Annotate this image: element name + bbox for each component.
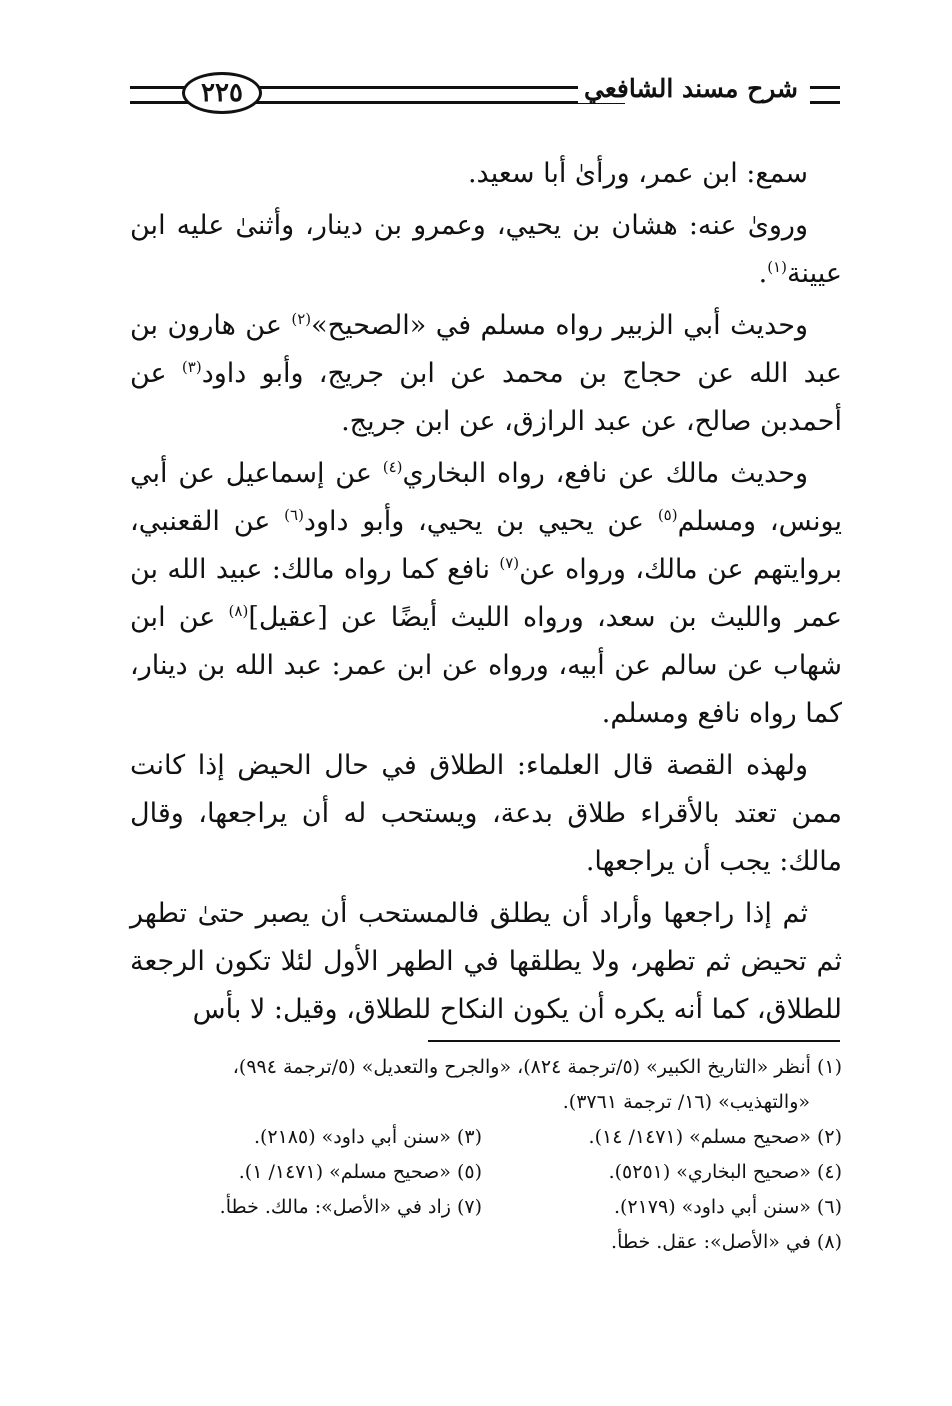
footnote-ref-2: (٢) [291, 310, 312, 328]
header-rule-right [810, 86, 840, 104]
paragraph-1: سمع: ابن عمر، ورأىٰ أبا سعيد. [467, 158, 808, 189]
paragraph-3 [130, 302, 842, 446]
footnote-grid [130, 1120, 842, 1260]
footnote-7: (٧) زاد في «الأصل»: مالك. خطأ. [219, 1196, 482, 1218]
footnote-ref-1: (١) [767, 258, 787, 276]
main-text [130, 150, 842, 1034]
footnote-separator [428, 1040, 840, 1042]
footnote-3: (٣) «سنن أبي داود» (٢١٨٥). [253, 1126, 482, 1148]
paragraph-4 [130, 450, 842, 738]
paragraph-3-text-b: عن هارون بن عبد الله عن حجاج بن محمد عن ابن جريج، وأبو داود [130, 310, 842, 389]
footnote-1-line-1: (١) أنظر «التاريخ الكبير» (٥/ترجمة ٨٢٤)، «والجرح والتعديل» (٥/ترجمة ٩٩٤)، [232, 1056, 842, 1078]
paragraph-2-text: ورویٰ عنه: هشان بن يحيي، وعمرو بن دينار، وأثنیٰ عليه ابن عيينة [130, 210, 842, 289]
paragraph-4-text-b: عن إسماعيل عن أبي يونس، ومسلم [130, 458, 842, 537]
footnote-ref-8: (٨) [228, 602, 249, 620]
paragraph-3-text-a: وحديث أبي الزبير رواه مسلم في «الصحيح» [311, 310, 808, 341]
footnote-5: (٥) «صحيح مسلم» (١٤٧١/ ١). [238, 1161, 482, 1183]
footnote-ref-3: (٣) [181, 358, 202, 376]
paragraph-4-text-f: عن ابن شهاب عن سالم عن أبيه، ورواه عن ابن عمر: عبد الله بن دينار، كما رواه نافع ومسلم. [130, 602, 842, 729]
paragraph-4-text-c: عن يحيي بن يحيي، وأبو داود [303, 506, 658, 537]
footnote-ref-7: (٧) [499, 554, 520, 572]
footnote-8: (٨) في «الأصل»: عقل. خطأ. [611, 1231, 842, 1253]
footnotes [130, 1050, 842, 1260]
paragraph-6: ثم إذا راجعها وأراد أن يطلق فالمستحب أن يصبر حتىٰ تطهر ثم تحيض ثم تطهر، ولا يطلقها في الطهر الأول لئلا تكون الرجعة للطلاق، كما أنه يكره أن يكون النكاح للطلاق، وقيل: لا بأس [130, 898, 842, 1025]
footnote-ref-4: (٤) [382, 458, 403, 476]
page-header [130, 70, 840, 120]
footnote-6: (٦) «سنن أبي داود» (٢١٧٩). [613, 1196, 842, 1218]
page-number: ٢٢٥ [182, 72, 262, 114]
footnote-1-line-2: «والتهذيب» (١٦/ ترجمة ٣٧٦١). [562, 1091, 810, 1113]
footnote-4: (٤) «صحيح البخاري» (٥٢٥١). [608, 1161, 842, 1183]
paragraph-3-text-c: عن أحمدبن صالح، عن عبد الرازق، عن ابن جريج. [130, 358, 842, 437]
paragraph-4-text-d: عن القعنبي، بروايتهم عن مالك، ورواه عن [130, 506, 842, 585]
footnote-1 [130, 1050, 842, 1120]
paragraph-2 [130, 202, 842, 298]
book-title: شرح مسند الشافعي [578, 74, 804, 103]
footnote-2: (٢) «صحيح مسلم» (١٤٧١/ ١٤). [588, 1126, 842, 1148]
paragraph-5: ولهذه القصة قال العلماء: الطلاق في حال الحيض إذا كانت ممن تعتد بالأقراء طلاق بدعة، ويستحب له أن يراجعها، وقال مالك: يجب أن يراجعها. [130, 750, 842, 877]
paragraph-2-end: . [758, 258, 768, 289]
footnote-ref-5: (٥) [657, 506, 678, 524]
footnote-ref-6: (٦) [284, 506, 304, 524]
paragraph-4-text-e: نافع كما رواه مالك: عبيد الله بن عمر والليث بن سعد، ورواه الليث أيضًا عن [عقيل] [130, 554, 842, 633]
paragraph-4-text-a: وحديث مالك عن نافع، رواه البخاري [402, 458, 808, 489]
header-rule-middle [225, 86, 625, 104]
